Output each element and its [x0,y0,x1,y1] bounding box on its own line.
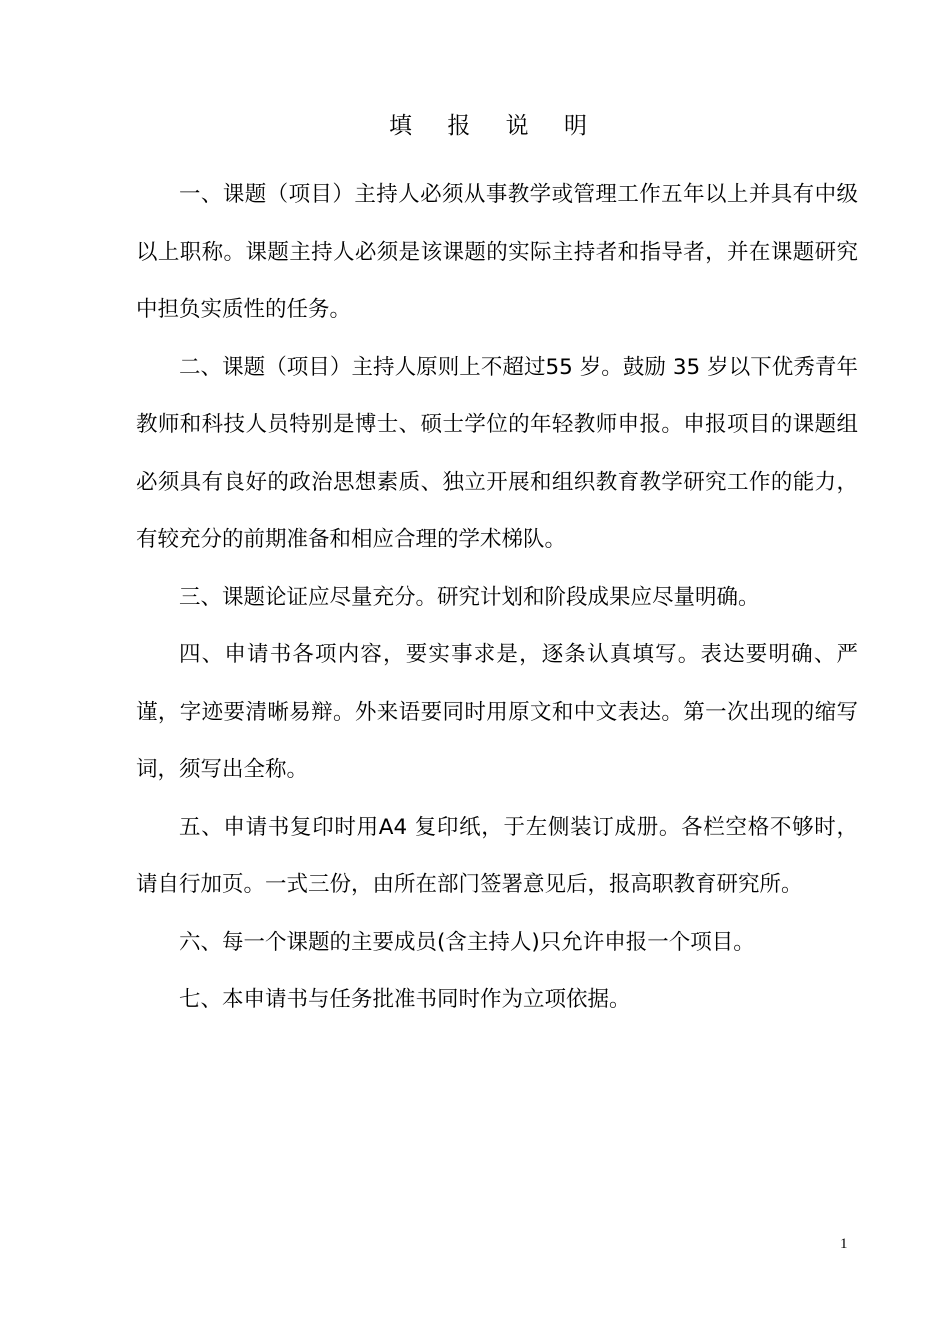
instructions-body [136,166,858,1029]
page-title: 填 报 说 明 [389,113,601,139]
instruction-paragraph-5: 五、申请书复印时用A4 复印纸，于左侧装订成册。各栏空格不够时，请自行加页。一式三份，由所在部门签署意见后，报高职教育研究所。 [136,814,858,897]
instruction-paragraph-6: 六、每一个课题的主要成员(含主持人)只允许申报一个项目。 [179,929,755,955]
instruction-paragraph-7: 七、本申请书与任务批准书同时作为立项依据。 [179,987,631,1012]
instruction-paragraph-1: 一、课题（项目）主持人必须从事教学或管理工作五年以上并具有中级以上职称。课题主持人必须是该课题的实际主持者和指导者，并在课题研究中担负实质性的任务。 [136,182,858,322]
page-number: 1 [840,1236,848,1252]
instruction-paragraph-2: 二、课题（项目）主持人原则上不超过55 岁。鼓励 35 岁以下优秀青年教师和科技人员特别是博士、硕士学位的年轻教师申报。申报项目的课题组必须具有良好的政治思想素质、独立开展和组织教育教学研究工作的能力，有较充分的前期准备和相应合理的学术梯队。 [136,354,858,552]
instruction-paragraph-3: 三、课题论证应尽量充分。研究计划和阶段成果应尽量明确。 [179,584,760,610]
instruction-paragraph-4: 四、申请书各项内容，要实事求是，逐条认真填写。表达要明确、严谨，字迹要清晰易辩。外来语要同时用原文和中文表达。第一次出现的缩写词，须写出全称。 [136,642,858,782]
